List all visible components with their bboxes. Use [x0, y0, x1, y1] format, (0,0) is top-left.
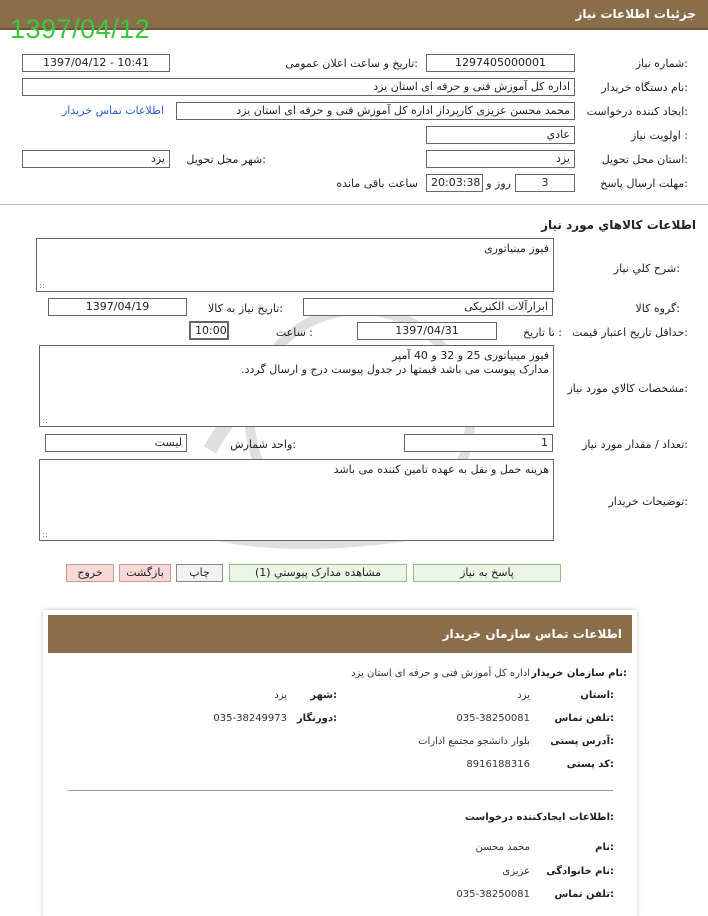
buyer-notes-label: توضیحات خریدار: [608, 495, 688, 508]
fax-value: 035-38249973 [213, 713, 287, 724]
print-button[interactable]: چاپ [176, 564, 223, 582]
buyer-notes-textarea[interactable] [39, 459, 554, 541]
city-field[interactable]: یزد [22, 150, 170, 168]
postal-value: 8916188316 [466, 759, 530, 770]
name-label: نام: [595, 842, 614, 853]
unit-label: واحد شمارش: [230, 438, 296, 451]
date-stamp: 1397/04/12 [10, 14, 151, 44]
spec-line-1: فیوز مینیاتوری 25 و 32 و 40 آمپر [392, 349, 549, 362]
buyer-contact-link[interactable]: اطلاعات تماس خریدار [62, 104, 164, 117]
phone-label: تلفن تماس: [554, 713, 614, 724]
description-label: شرح کلي نیاز: [613, 262, 680, 275]
quantity-field[interactable]: 1 [404, 434, 553, 452]
announce-datetime-field[interactable]: 1397/04/12 - 10:41 [22, 54, 170, 72]
goods-section-title: اطلاعات کالاهاي مورد نیاز [541, 218, 696, 232]
need-date-field[interactable]: 1397/04/19 [48, 298, 187, 316]
section-divider [0, 204, 708, 205]
org-value: اداره کل آموزش فنی و حرفه ای استان یزد [351, 668, 530, 679]
panel-title: اطلاعات تماس سازمان خریدار [442, 627, 622, 641]
description-text: فیوز مینیاتوری [484, 242, 549, 255]
city-label: شهر: [310, 690, 337, 701]
fax-label: دورنگار: [296, 713, 337, 724]
spec-line-2: مدارک پیوست می باشد قیمتها در جدول پیوست درج و ارسال گردد. [241, 363, 549, 376]
goods-group-label: گروه کالا: [635, 302, 680, 315]
deadline-label: مهلت ارسال پاسخ: [600, 177, 688, 190]
buyer-contact-panel [43, 610, 637, 916]
hour-field[interactable]: 10:00 [189, 321, 229, 340]
province-value: یزد [517, 690, 530, 701]
quantity-label: تعداد / مقدار مورد نیاز: [582, 438, 688, 451]
need-number-label: شماره نیاز: [635, 57, 688, 70]
address-value: بلوار دانشجو مجتمع ادارات [418, 736, 530, 747]
resize-handle[interactable] [42, 532, 48, 538]
creator-section-title: اطلاعات ایجادکننده درخواست: [464, 812, 614, 823]
announce-datetime-label: تاریخ و ساعت اعلان عمومی: [285, 57, 418, 70]
org-label: نام سازمان خریدار: [531, 668, 627, 679]
province-label: استان محل تحویل: [601, 153, 688, 166]
unit-field[interactable]: لیست [45, 434, 187, 452]
creator-phone-value: 035-38250081 [456, 889, 530, 900]
need-date-label: تاریخ نیاز به کالا: [208, 302, 283, 315]
family-value: عزیزی [502, 866, 530, 877]
page-title: جزئیات اطلاعات نیاز [575, 7, 696, 21]
reply-button[interactable]: پاسخ به نیاز [413, 564, 561, 582]
panel-header [48, 615, 632, 653]
creator-label: ایجاد کننده درخواست: [586, 105, 688, 118]
deadline-days-field[interactable]: 3 [515, 174, 575, 192]
goods-group-field[interactable]: ابزارآلات الکتریکی [303, 298, 553, 316]
deadline-time-field[interactable]: 20:03:38 [426, 174, 483, 192]
need-number-field[interactable]: 1297405000001 [426, 54, 575, 72]
resize-handle[interactable] [39, 283, 45, 289]
postal-label: کد پستی: [566, 759, 614, 770]
phone-value: 035-38250081 [456, 713, 530, 724]
creator-field[interactable]: محمد محسن عزیزی کارپرداز اداره کل آموزش فنی و حرفه ای استان یزد [176, 102, 575, 120]
priority-label: اولویت نیاز : [630, 129, 688, 142]
until-date-label: تا تاریخ : [523, 326, 562, 339]
exit-button[interactable]: خروج [66, 564, 114, 582]
description-textarea[interactable] [36, 238, 554, 292]
attachments-button[interactable]: مشاهده مدارک پیوستي (1) [229, 564, 407, 582]
remaining-word: ساعت باقی مانده [336, 177, 418, 190]
until-date-field[interactable]: 1397/04/31 [357, 322, 497, 340]
city-value: یزد [274, 690, 287, 701]
family-label: نام خانوادگی: [546, 866, 614, 877]
back-button[interactable]: بازگشت [119, 564, 171, 582]
name-value: محمد محسن [475, 842, 530, 853]
priority-field[interactable]: عادي [426, 126, 575, 144]
spec-textarea[interactable] [39, 345, 554, 427]
address-label: آدرس پستی: [550, 736, 614, 747]
min-price-validity-label: حداقل تاریخ اعتبار قیمت: [572, 326, 688, 339]
spec-label: مشخصات کالاي مورد نیاز: [567, 382, 688, 395]
city-label: شهر محل تحویل: [186, 153, 266, 166]
buyer-notes-text: هزینه حمل و نقل به عهده تامین کننده می باشد [333, 463, 549, 476]
days-word: روز و [486, 177, 511, 190]
province-field[interactable]: یزد [426, 150, 575, 168]
province-label: استان: [580, 690, 614, 701]
resize-handle[interactable] [42, 418, 48, 424]
panel-divider [68, 790, 613, 791]
buyer-org-field[interactable]: اداره کل آموزش فنی و حرفه ای استان یزد [22, 78, 575, 96]
hour-label: ساعت : [275, 326, 313, 339]
buyer-org-label: نام دستگاه خریدار: [601, 81, 688, 94]
creator-phone-label: تلفن تماس: [554, 889, 614, 900]
